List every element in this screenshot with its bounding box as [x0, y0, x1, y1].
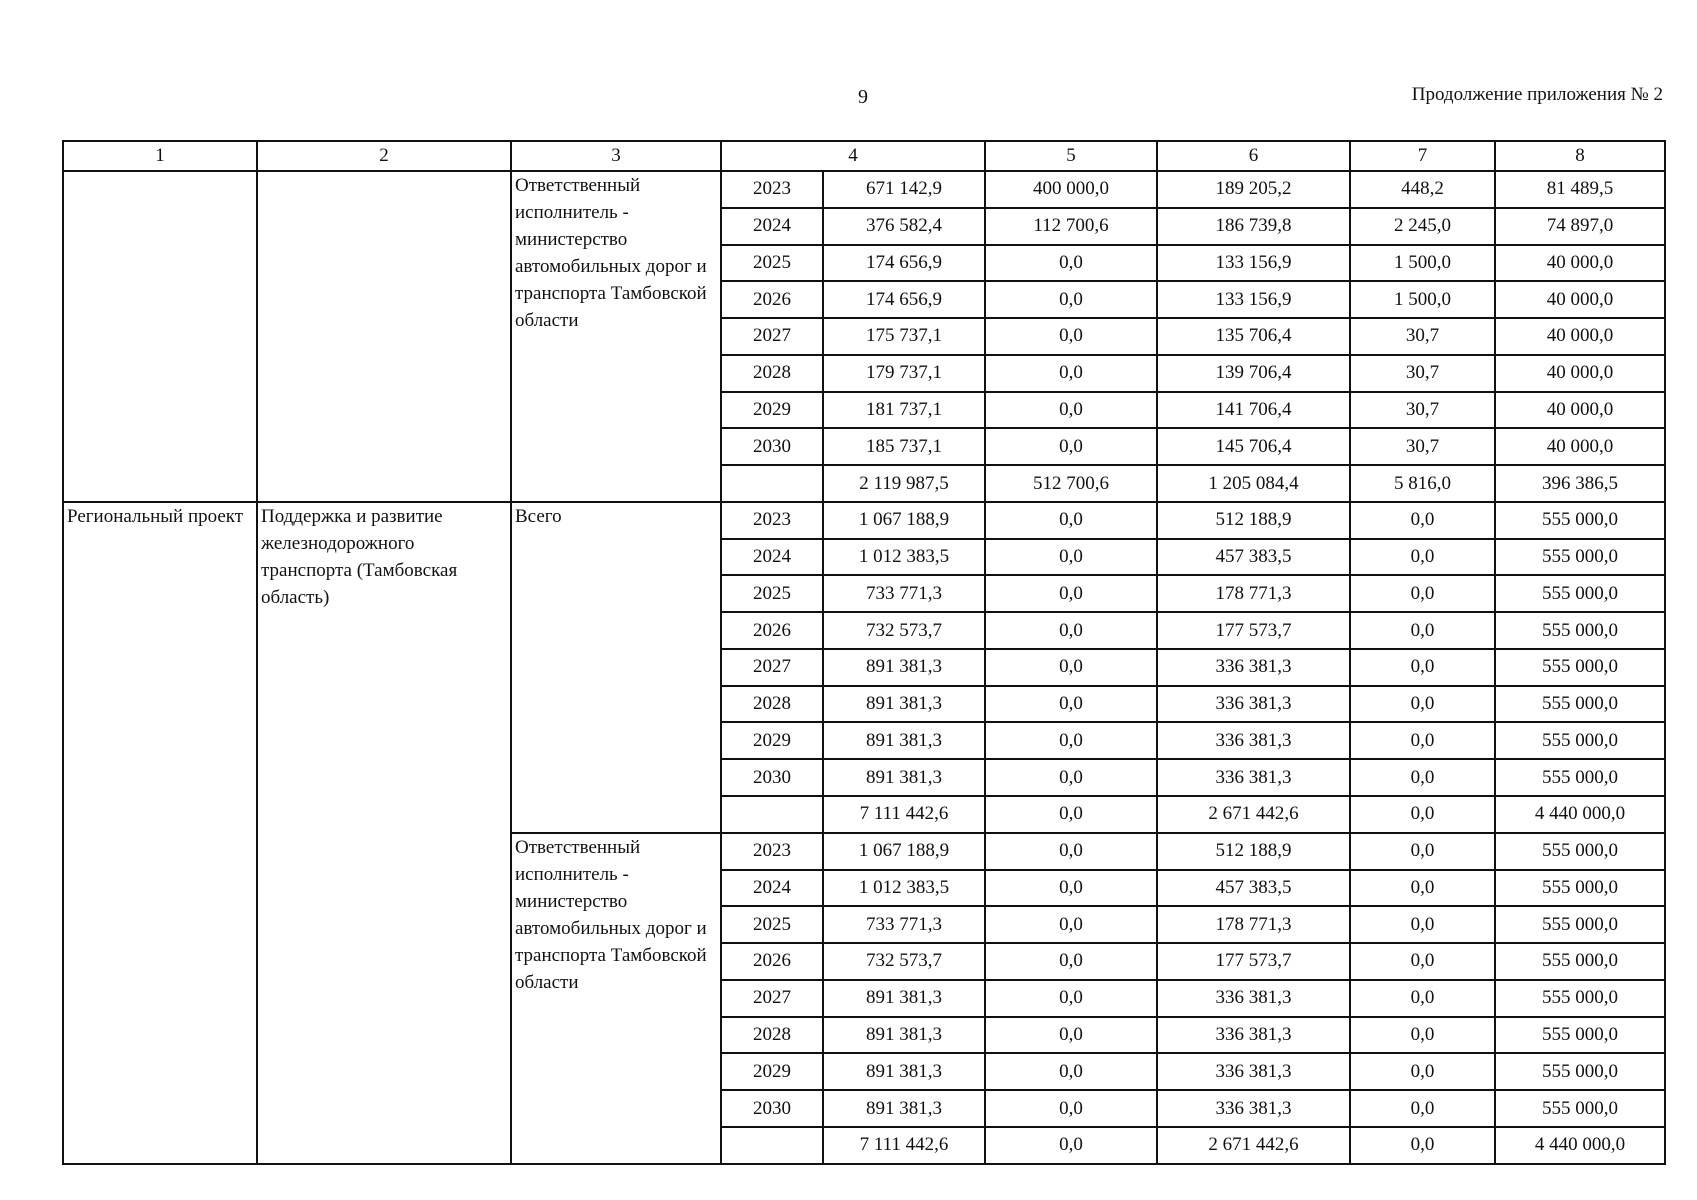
- col5-value-cell: 0,0: [985, 833, 1157, 870]
- col5-value-cell: 0,0: [985, 1017, 1157, 1054]
- col8-value-cell: 40 000,0: [1495, 281, 1665, 318]
- col8-value-cell: 74 897,0: [1495, 208, 1665, 245]
- col8-value-cell: 555 000,0: [1495, 1090, 1665, 1127]
- col4-total-cell: 891 381,3: [823, 1053, 985, 1090]
- table-header-row: [63, 141, 1665, 171]
- col8-value-cell: 555 000,0: [1495, 575, 1665, 612]
- col8-value-cell: 555 000,0: [1495, 833, 1665, 870]
- col7-value-cell: 0,0: [1350, 686, 1495, 723]
- col6-value-cell: 2 671 442,6: [1157, 1127, 1350, 1164]
- col4-total-cell: 179 737,1: [823, 355, 985, 392]
- year-cell: 2028: [721, 686, 823, 723]
- col5-value-cell: 0,0: [985, 575, 1157, 612]
- col4-total-cell: 175 737,1: [823, 318, 985, 355]
- col4-total-cell: 891 381,3: [823, 686, 985, 723]
- col7-value-cell: 1 500,0: [1350, 245, 1495, 282]
- program-name-cell: [257, 171, 511, 502]
- col4-total-cell: 733 771,3: [823, 906, 985, 943]
- col6-value-cell: 1 205 084,4: [1157, 465, 1350, 502]
- year-cell: [721, 465, 823, 502]
- col5-value-cell: 0,0: [985, 318, 1157, 355]
- col8-value-cell: 555 000,0: [1495, 502, 1665, 539]
- col7-value-cell: 0,0: [1350, 1017, 1495, 1054]
- col8-value-cell: 555 000,0: [1495, 943, 1665, 980]
- col5-value-cell: 0,0: [985, 980, 1157, 1017]
- col8-value-cell: 40 000,0: [1495, 392, 1665, 429]
- col6-value-cell: 336 381,3: [1157, 1017, 1350, 1054]
- col5-value-cell: 0,0: [985, 943, 1157, 980]
- year-cell: 2026: [721, 281, 823, 318]
- col4-total-cell: 1 067 188,9: [823, 833, 985, 870]
- col8-value-cell: 555 000,0: [1495, 539, 1665, 576]
- col6-value-cell: 141 706,4: [1157, 392, 1350, 429]
- col8-value-cell: 555 000,0: [1495, 722, 1665, 759]
- col4-total-cell: 671 142,9: [823, 171, 985, 208]
- column-header-5: 5: [985, 141, 1157, 171]
- col7-value-cell: 0,0: [1350, 980, 1495, 1017]
- year-cell: 2024: [721, 539, 823, 576]
- col6-value-cell: 457 383,5: [1157, 870, 1350, 907]
- year-cell: 2027: [721, 318, 823, 355]
- col7-value-cell: 2 245,0: [1350, 208, 1495, 245]
- col6-value-cell: 178 771,3: [1157, 575, 1350, 612]
- col8-value-cell: 555 000,0: [1495, 906, 1665, 943]
- program-name-cell: Поддержка и развитие железнодорожного транспорта (Тамбовская область): [257, 502, 511, 1164]
- year-cell: 2029: [721, 392, 823, 429]
- year-cell: 2026: [721, 943, 823, 980]
- col5-value-cell: 0,0: [985, 502, 1157, 539]
- year-cell: 2027: [721, 980, 823, 1017]
- col8-value-cell: 4 440 000,0: [1495, 796, 1665, 833]
- column-header-4: 4: [721, 141, 985, 171]
- col7-value-cell: 0,0: [1350, 833, 1495, 870]
- col4-total-cell: 1 067 188,9: [823, 502, 985, 539]
- col5-value-cell: 0,0: [985, 355, 1157, 392]
- col8-value-cell: 40 000,0: [1495, 428, 1665, 465]
- appendix-continuation-title: Продолжение приложения № 2: [1411, 84, 1663, 105]
- col7-value-cell: 0,0: [1350, 539, 1495, 576]
- col4-total-cell: 891 381,3: [823, 759, 985, 796]
- col8-value-cell: 81 489,5: [1495, 171, 1665, 208]
- col5-value-cell: 512 700,6: [985, 465, 1157, 502]
- col5-value-cell: 0,0: [985, 281, 1157, 318]
- col8-value-cell: 4 440 000,0: [1495, 1127, 1665, 1164]
- column-header-3: 3: [511, 141, 721, 171]
- col6-value-cell: 336 381,3: [1157, 980, 1350, 1017]
- col7-value-cell: 5 816,0: [1350, 465, 1495, 502]
- col4-total-cell: 174 656,9: [823, 245, 985, 282]
- col4-total-cell: 185 737,1: [823, 428, 985, 465]
- col5-value-cell: 400 000,0: [985, 171, 1157, 208]
- year-cell: 2023: [721, 171, 823, 208]
- col8-value-cell: 555 000,0: [1495, 612, 1665, 649]
- col8-value-cell: 555 000,0: [1495, 759, 1665, 796]
- col7-value-cell: 0,0: [1350, 575, 1495, 612]
- year-cell: 2024: [721, 208, 823, 245]
- col4-total-cell: 1 012 383,5: [823, 539, 985, 576]
- col6-value-cell: 145 706,4: [1157, 428, 1350, 465]
- column-header-8: 8: [1495, 141, 1665, 171]
- year-cell: 2025: [721, 906, 823, 943]
- col4-total-cell: 2 119 987,5: [823, 465, 985, 502]
- year-cell: 2023: [721, 833, 823, 870]
- col8-value-cell: 555 000,0: [1495, 1053, 1665, 1090]
- col8-value-cell: 555 000,0: [1495, 980, 1665, 1017]
- year-cell: 2030: [721, 1090, 823, 1127]
- year-cell: 2025: [721, 575, 823, 612]
- col6-value-cell: 336 381,3: [1157, 1053, 1350, 1090]
- col8-value-cell: 396 386,5: [1495, 465, 1665, 502]
- executor-cell: Ответственный исполнитель - министерство автомобильных дорог и транспорта Тамбовской области: [511, 171, 721, 502]
- col6-value-cell: 336 381,3: [1157, 649, 1350, 686]
- col4-total-cell: 174 656,9: [823, 281, 985, 318]
- col4-total-cell: 732 573,7: [823, 943, 985, 980]
- col7-value-cell: 0,0: [1350, 759, 1495, 796]
- year-cell: 2025: [721, 245, 823, 282]
- col4-total-cell: 891 381,3: [823, 649, 985, 686]
- col4-total-cell: 891 381,3: [823, 1017, 985, 1054]
- col8-value-cell: 40 000,0: [1495, 245, 1665, 282]
- year-cell: 2029: [721, 722, 823, 759]
- column-header-6: 6: [1157, 141, 1350, 171]
- col7-value-cell: 0,0: [1350, 612, 1495, 649]
- col6-value-cell: 336 381,3: [1157, 1090, 1350, 1127]
- col7-value-cell: 30,7: [1350, 318, 1495, 355]
- col5-value-cell: 0,0: [985, 796, 1157, 833]
- col4-total-cell: 181 737,1: [823, 392, 985, 429]
- column-header-2: 2: [257, 141, 511, 171]
- col8-value-cell: 40 000,0: [1495, 318, 1665, 355]
- program-type-cell: [63, 171, 257, 502]
- year-cell: 2023: [721, 502, 823, 539]
- col5-value-cell: 0,0: [985, 1090, 1157, 1127]
- col6-value-cell: 133 156,9: [1157, 281, 1350, 318]
- col5-value-cell: 0,0: [985, 245, 1157, 282]
- year-cell: 2029: [721, 1053, 823, 1090]
- year-cell: 2030: [721, 428, 823, 465]
- col7-value-cell: 30,7: [1350, 355, 1495, 392]
- col4-total-cell: 891 381,3: [823, 1090, 985, 1127]
- program-type-cell: Региональный проект: [63, 502, 257, 1164]
- year-cell: 2024: [721, 870, 823, 907]
- col4-total-cell: 7 111 442,6: [823, 796, 985, 833]
- table-row: [63, 171, 1665, 208]
- col7-value-cell: 0,0: [1350, 870, 1495, 907]
- col7-value-cell: 30,7: [1350, 392, 1495, 429]
- col4-total-cell: 733 771,3: [823, 575, 985, 612]
- col5-value-cell: 0,0: [985, 428, 1157, 465]
- col7-value-cell: 0,0: [1350, 906, 1495, 943]
- col6-value-cell: 512 188,9: [1157, 502, 1350, 539]
- col5-value-cell: 0,0: [985, 1127, 1157, 1164]
- executor-cell: Всего: [511, 502, 721, 833]
- col5-value-cell: 112 700,6: [985, 208, 1157, 245]
- col6-value-cell: 189 205,2: [1157, 171, 1350, 208]
- col7-value-cell: 0,0: [1350, 943, 1495, 980]
- col7-value-cell: 0,0: [1350, 502, 1495, 539]
- year-cell: 2027: [721, 649, 823, 686]
- col6-value-cell: 336 381,3: [1157, 686, 1350, 723]
- col5-value-cell: 0,0: [985, 392, 1157, 429]
- col6-value-cell: 512 188,9: [1157, 833, 1350, 870]
- col7-value-cell: 448,2: [1350, 171, 1495, 208]
- year-cell: 2028: [721, 355, 823, 392]
- col4-total-cell: 891 381,3: [823, 722, 985, 759]
- col7-value-cell: 30,7: [1350, 428, 1495, 465]
- col6-value-cell: 186 739,8: [1157, 208, 1350, 245]
- col8-value-cell: 555 000,0: [1495, 649, 1665, 686]
- col4-total-cell: 891 381,3: [823, 980, 985, 1017]
- col6-value-cell: 133 156,9: [1157, 245, 1350, 282]
- col4-total-cell: 7 111 442,6: [823, 1127, 985, 1164]
- col6-value-cell: 178 771,3: [1157, 906, 1350, 943]
- year-cell: [721, 796, 823, 833]
- col4-total-cell: 1 012 383,5: [823, 870, 985, 907]
- col7-value-cell: 0,0: [1350, 722, 1495, 759]
- col5-value-cell: 0,0: [985, 722, 1157, 759]
- col5-value-cell: 0,0: [985, 686, 1157, 723]
- executor-cell: Ответственный исполнитель - министерство автомобильных дорог и транспорта Тамбовской области: [511, 833, 721, 1164]
- col5-value-cell: 0,0: [985, 870, 1157, 907]
- col6-value-cell: 135 706,4: [1157, 318, 1350, 355]
- year-cell: 2026: [721, 612, 823, 649]
- col7-value-cell: 0,0: [1350, 1127, 1495, 1164]
- col5-value-cell: 0,0: [985, 649, 1157, 686]
- col8-value-cell: 555 000,0: [1495, 870, 1665, 907]
- col8-value-cell: 555 000,0: [1495, 686, 1665, 723]
- col8-value-cell: 40 000,0: [1495, 355, 1665, 392]
- col7-value-cell: 0,0: [1350, 796, 1495, 833]
- col6-value-cell: 2 671 442,6: [1157, 796, 1350, 833]
- col7-value-cell: 0,0: [1350, 1053, 1495, 1090]
- table-row: [63, 502, 1665, 539]
- col6-value-cell: 457 383,5: [1157, 539, 1350, 576]
- col5-value-cell: 0,0: [985, 612, 1157, 649]
- year-cell: [721, 1127, 823, 1164]
- col8-value-cell: 555 000,0: [1495, 1017, 1665, 1054]
- col5-value-cell: 0,0: [985, 906, 1157, 943]
- col6-value-cell: 336 381,3: [1157, 722, 1350, 759]
- year-cell: 2028: [721, 1017, 823, 1054]
- column-header-1: 1: [63, 141, 257, 171]
- table-body: [63, 171, 1665, 1164]
- col6-value-cell: 336 381,3: [1157, 759, 1350, 796]
- budget-table: [62, 140, 1666, 1165]
- col7-value-cell: 1 500,0: [1350, 281, 1495, 318]
- col5-value-cell: 0,0: [985, 759, 1157, 796]
- col6-value-cell: 177 573,7: [1157, 612, 1350, 649]
- col6-value-cell: 177 573,7: [1157, 943, 1350, 980]
- col5-value-cell: 0,0: [985, 539, 1157, 576]
- col7-value-cell: 0,0: [1350, 1090, 1495, 1127]
- col5-value-cell: 0,0: [985, 1053, 1157, 1090]
- column-header-7: 7: [1350, 141, 1495, 171]
- col6-value-cell: 139 706,4: [1157, 355, 1350, 392]
- col7-value-cell: 0,0: [1350, 649, 1495, 686]
- page-number: 9: [858, 86, 868, 108]
- year-cell: 2030: [721, 759, 823, 796]
- col4-total-cell: 732 573,7: [823, 612, 985, 649]
- col4-total-cell: 376 582,4: [823, 208, 985, 245]
